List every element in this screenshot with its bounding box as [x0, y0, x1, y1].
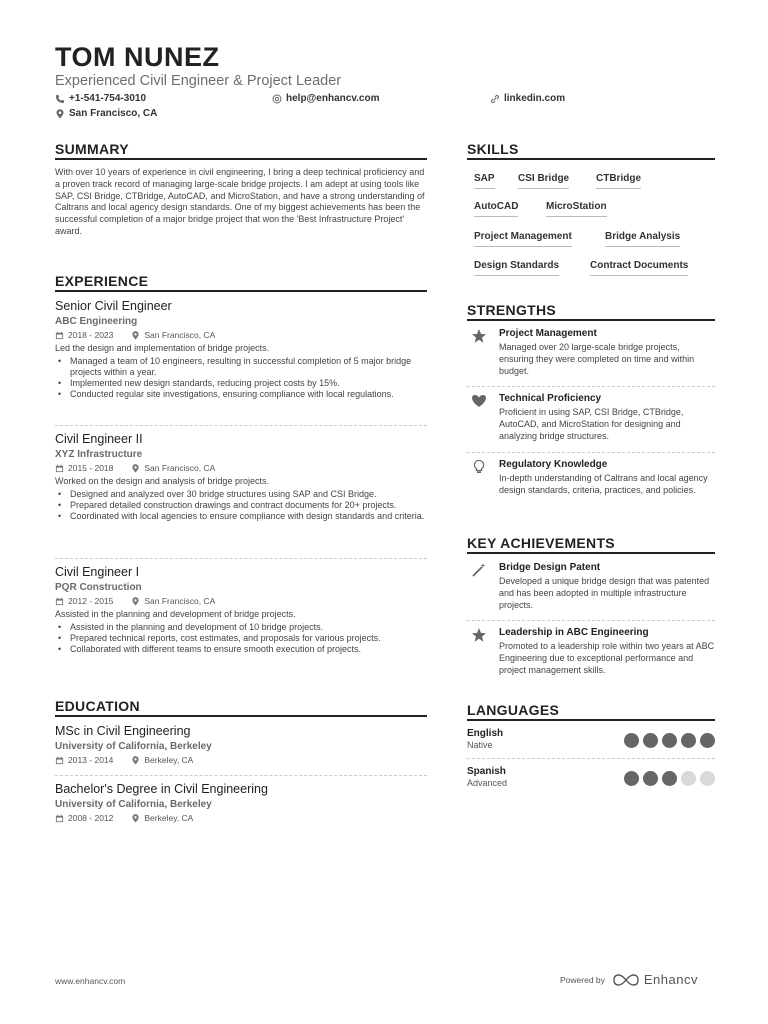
enhancv-logo-icon	[613, 974, 639, 986]
strengths-rule	[467, 319, 715, 321]
calendar-icon	[55, 814, 64, 823]
job-bullet: • Prepared technical reports, cost estimates, and proposals for various projects.	[55, 633, 427, 644]
calendar-icon	[55, 756, 64, 765]
language-rating	[624, 733, 715, 748]
star-icon	[471, 328, 487, 344]
powered-by-text: Powered by	[560, 974, 605, 985]
job-bullet: • Collaborated with different teams to ensure smooth execution of projects.	[55, 644, 427, 655]
strength-title: Project Management	[499, 328, 597, 339]
strength-description: Managed over 20 large-scale bridge projects, ensuring they were completed on time and within budget.	[499, 342, 695, 376]
education-location-text: Berkeley, CA	[144, 755, 194, 765]
location-pin-icon	[131, 597, 140, 606]
star-icon	[471, 627, 487, 643]
achievement-title: Bridge Design Patent	[499, 562, 601, 573]
job-entry	[55, 299, 427, 401]
language-name: Spanish	[467, 766, 506, 777]
rating-dot-filled	[700, 733, 715, 748]
rating-dot-filled	[662, 771, 677, 786]
job-location-text: San Francisco, CA	[144, 330, 216, 340]
skill-tag: CSI Bridge	[518, 173, 569, 189]
skill-tag: Contract Documents	[590, 260, 688, 276]
language-level: Native	[467, 740, 493, 750]
job-bullet: • Assisted in the planning and development of 10 bridge projects.	[55, 622, 427, 633]
education-dates: 2013 - 2014	[68, 755, 114, 765]
divider	[467, 386, 715, 387]
rating-dot-filled	[681, 733, 696, 748]
job-bullet: • Conducted regular site investigations, ensuring compliance with local regulations.	[55, 389, 427, 400]
job-bullets	[55, 622, 427, 656]
email-text[interactable]: help@enhancv.com	[286, 93, 380, 104]
divider	[55, 775, 427, 776]
calendar-icon	[55, 464, 64, 473]
job-dates: 2012 - 2015	[68, 596, 114, 606]
at-icon	[272, 94, 282, 104]
job-location	[131, 330, 215, 340]
location-contact	[55, 108, 157, 119]
link-icon	[490, 94, 500, 104]
achievement-title: Leadership in ABC Engineering	[499, 627, 649, 638]
job-description: Led the design and implementation of bridge projects.	[55, 343, 270, 353]
language-rating	[624, 771, 715, 786]
rating-dot-empty	[681, 771, 696, 786]
achievements-title: KEY ACHIEVEMENTS	[467, 535, 615, 551]
language-item	[467, 728, 715, 750]
skills-rule	[467, 158, 715, 160]
job-company: PQR Construction	[55, 582, 142, 593]
rating-dot-filled	[662, 733, 677, 748]
divider	[55, 425, 427, 426]
experience-title: EXPERIENCE	[55, 273, 149, 289]
achievement-description: Developed a unique bridge design that was patented and has been adopted in multiple infrastructure projects.	[499, 576, 710, 610]
education-rule	[55, 715, 427, 717]
degree-title: Bachelor's Degree in Civil Engineering	[55, 782, 268, 796]
job-dates: 2015 - 2018	[68, 463, 114, 473]
resume-name: TOM NUNEZ	[55, 42, 220, 72]
language-item	[467, 766, 715, 788]
rating-dot-empty	[700, 771, 715, 786]
experience-rule	[55, 290, 427, 292]
location-pin-icon	[131, 814, 140, 823]
job-title: Civil Engineer I	[55, 565, 140, 579]
job-location	[131, 463, 215, 473]
job-bullet: • Managed a team of 10 engineers, resulting in successful completion of 5 major bridge projects within a year.	[55, 356, 427, 379]
job-entry	[55, 432, 427, 522]
skill-tag: CTBridge	[596, 173, 641, 189]
location-text: San Francisco, CA	[69, 108, 158, 119]
job-description: Assisted in the planning and development of bridge projects.	[55, 609, 296, 619]
language-level: Advanced	[467, 778, 508, 788]
achievement-item	[467, 562, 715, 611]
job-bullets	[55, 489, 427, 523]
heart-icon	[471, 393, 487, 409]
location-pin-icon	[131, 464, 140, 473]
phone-contact	[55, 93, 146, 104]
school-name: University of California, Berkeley	[55, 741, 212, 752]
achievement-item	[467, 627, 715, 676]
email-contact[interactable]	[272, 93, 379, 104]
strength-item	[467, 459, 715, 497]
languages-title: LANGUAGES	[467, 702, 560, 718]
strength-item	[467, 393, 715, 442]
divider	[467, 620, 715, 621]
education-entry	[55, 724, 427, 765]
skill-tag: Bridge Analysis	[605, 231, 680, 247]
location-pin-icon	[131, 756, 140, 765]
achievement-description: Promoted to a leadership role within two years at ABC Engineering due to exceptional performance and project management skills.	[499, 641, 715, 675]
job-location	[131, 596, 215, 606]
job-meta	[55, 596, 427, 606]
education-location	[131, 813, 193, 823]
languages-rule	[467, 719, 715, 721]
job-location-text: San Francisco, CA	[144, 596, 216, 606]
linkedin-contact[interactable]	[490, 93, 565, 104]
job-bullets	[55, 356, 427, 401]
education-dates: 2008 - 2012	[68, 813, 114, 823]
education-location	[131, 755, 193, 765]
education-meta	[55, 755, 427, 765]
calendar-icon	[55, 331, 64, 340]
strength-description: In-depth understanding of Caltrans and local agency design standards, criteria, practices, and policies.	[499, 473, 708, 495]
job-bullet: • Coordinated with local agencies to ensure compliance with design standards and criteria.	[55, 511, 427, 522]
job-bullet: • Designed and analyzed over 30 bridge structures using SAP and CSI Bridge.	[55, 489, 427, 500]
education-location-text: Berkeley, CA	[144, 813, 194, 823]
location-pin-icon	[131, 331, 140, 340]
location-pin-icon	[55, 109, 65, 119]
divider	[467, 758, 715, 759]
skill-tag: Project Management	[474, 231, 572, 247]
calendar-icon	[55, 597, 64, 606]
summary-title: SUMMARY	[55, 141, 129, 157]
magic-wand-icon	[471, 562, 487, 578]
strengths-title: STRENGTHS	[467, 302, 557, 318]
divider	[467, 452, 715, 453]
skill-tag: MicroStation	[546, 201, 607, 217]
strength-description: Proficient in using SAP, CSI Bridge, CTBridge, AutoCAD, and MicroStation for designing and analyzing bridge structures.	[499, 407, 684, 441]
job-entry	[55, 565, 427, 655]
skills-title: SKILLS	[467, 141, 519, 157]
job-title: Civil Engineer II	[55, 432, 143, 446]
job-company: ABC Engineering	[55, 316, 138, 327]
job-meta	[55, 463, 427, 473]
strength-title: Regulatory Knowledge	[499, 459, 608, 470]
school-name: University of California, Berkeley	[55, 799, 212, 810]
education-entry	[55, 782, 427, 823]
linkedin-text[interactable]: linkedin.com	[504, 93, 566, 104]
education-title: EDUCATION	[55, 698, 140, 714]
summary-rule	[55, 158, 427, 160]
brand-logo[interactable]	[613, 972, 698, 987]
degree-title: MSc in Civil Engineering	[55, 724, 191, 738]
phone-icon	[55, 94, 65, 104]
job-meta	[55, 330, 427, 340]
summary-text: With over 10 years of experience in civil engineering, I bring a deep technical proficiency and a proven track record of managing large-scale bridge projects. I am adept at using tools like SAP, CSI Bridge, CTBridge, AutoCAD, and MicroStation, and have a strong understanding of Caltrans and local agency design standards. One of my biggest achievements has been the successful completion of a major bridge project that won the 'Best Infrastructure Project' award.	[55, 167, 425, 236]
rating-dot-filled	[643, 733, 658, 748]
strength-item	[467, 328, 715, 377]
job-bullet: • Implemented new design standards, reducing project costs by 15%.	[55, 378, 427, 389]
skill-tag: Design Standards	[474, 260, 559, 276]
rating-dot-filled	[624, 771, 639, 786]
job-description: Worked on the design and analysis of bridge projects.	[55, 476, 269, 486]
resume-headline: Experienced Civil Engineer & Project Leader	[55, 73, 342, 89]
language-name: English	[467, 728, 504, 739]
job-dates: 2018 - 2023	[68, 330, 114, 340]
lightbulb-icon	[471, 459, 487, 475]
education-meta	[55, 813, 427, 823]
job-title: Senior Civil Engineer	[55, 299, 172, 313]
achievements-rule	[467, 552, 715, 554]
rating-dot-filled	[643, 771, 658, 786]
strength-title: Technical Proficiency	[499, 393, 602, 404]
skill-tag: SAP	[474, 173, 495, 189]
rating-dot-filled	[624, 733, 639, 748]
footer-website[interactable]: www.enhancv.com	[55, 976, 126, 986]
phone-text: +1-541-754-3010	[69, 93, 147, 104]
skill-tag: AutoCAD	[474, 201, 518, 217]
job-location-text: San Francisco, CA	[144, 463, 216, 473]
job-bullet: • Prepared detailed construction drawings and contract documents for 20+ projects.	[55, 500, 427, 511]
divider	[55, 558, 427, 559]
job-company: XYZ Infrastructure	[55, 449, 143, 460]
footer-branding	[560, 972, 698, 987]
brand-name: Enhancv	[643, 972, 698, 987]
